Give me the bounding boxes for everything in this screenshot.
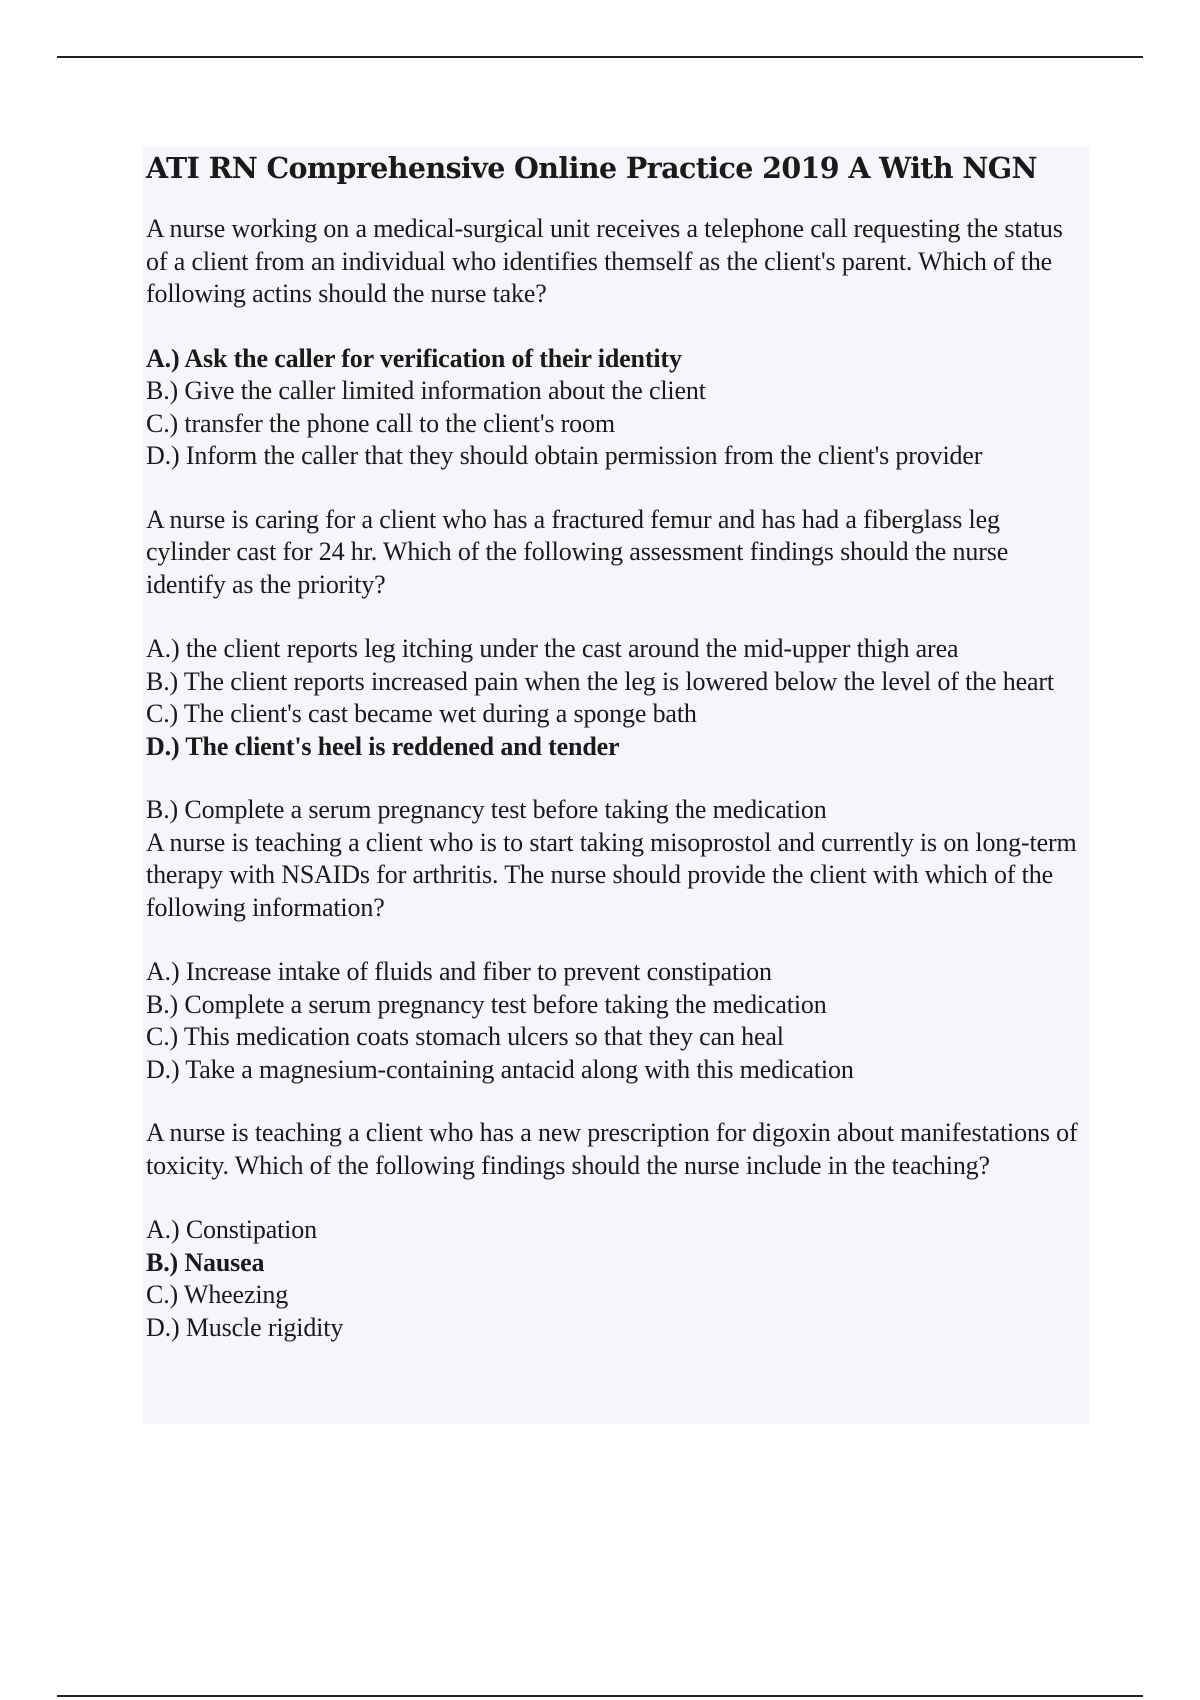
q2-option-c: C.) The client's cast became wet during a sponge bath: [146, 699, 697, 728]
q3-option-a: A.) Increase intake of fluids and fiber to prevent constipation: [146, 957, 772, 986]
question-4-options: [146, 1214, 1087, 1344]
q4-option-b: B.) Nausea: [146, 1247, 265, 1277]
question-3-preface: B.) Complete a serum pregnancy test before taking the medication: [146, 795, 827, 824]
document-title: ATI RN Comprehensive Online Practice 2019 A With NGN: [146, 151, 1037, 185]
question-1-stem: A nurse working on a medical-surgical unit receives a telephone call requesting the status of a client from an individual who identifies themself as the client's parent. Which of the following actins should the nurse take?: [146, 214, 1063, 308]
document-page: [143, 146, 1089, 1424]
q1-option-d: D.) Inform the caller that they should obtain permission from the client's provider: [146, 441, 983, 470]
q3-option-c: C.) This medication coats stomach ulcers so that they can heal: [146, 1022, 784, 1051]
q1-option-a: A.) Ask the caller for verification of their identity: [146, 343, 682, 373]
q2-option-a: A.) the client reports leg itching under the cast around the mid-upper thigh area: [146, 634, 959, 663]
q1-option-b: B.) Give the caller limited information about the client: [146, 376, 706, 405]
question-3-stem: A nurse is teaching a client who is to start taking misoprostol and currently is on long-term therapy with NSAIDs for arthritis. The nurse should provide the client with which of the following information?: [146, 827, 1077, 922]
q3-option-d: D.) Take a magnesium-containing antacid along with this medication: [146, 1054, 854, 1084]
top-rule: [57, 56, 1143, 58]
question-3-options: [146, 956, 1087, 1086]
question-2-options: [146, 633, 1087, 763]
question-4-stem: A nurse is teaching a client who has a new prescription for digoxin about manifestations of toxicity. Which of the following findings should the nurse include in the teaching?: [146, 1118, 1078, 1180]
q4-option-a: A.) Constipation: [146, 1215, 317, 1244]
question-1-options: [146, 343, 1087, 473]
q3-option-b: B.) Complete a serum pregnancy test before taking the medication: [146, 989, 827, 1019]
q1-option-c: C.) transfer the phone call to the client's room: [146, 408, 615, 438]
q2-option-d: D.) The client's heel is reddened and tender: [146, 731, 620, 761]
question-2-stem: A nurse is caring for a client who has a fractured femur and has had a fiberglass leg cylinder cast for 24 hr. Which of the following assessment findings should the nurse identify as the priority?: [146, 504, 1009, 599]
q2-option-b: B.) The client reports increased pain when the leg is lowered below the level of the heart: [146, 666, 1054, 696]
q4-option-d: D.) Muscle rigidity: [146, 1312, 344, 1342]
bottom-rule: [57, 1695, 1143, 1697]
q4-option-c: C.) Wheezing: [146, 1280, 289, 1309]
